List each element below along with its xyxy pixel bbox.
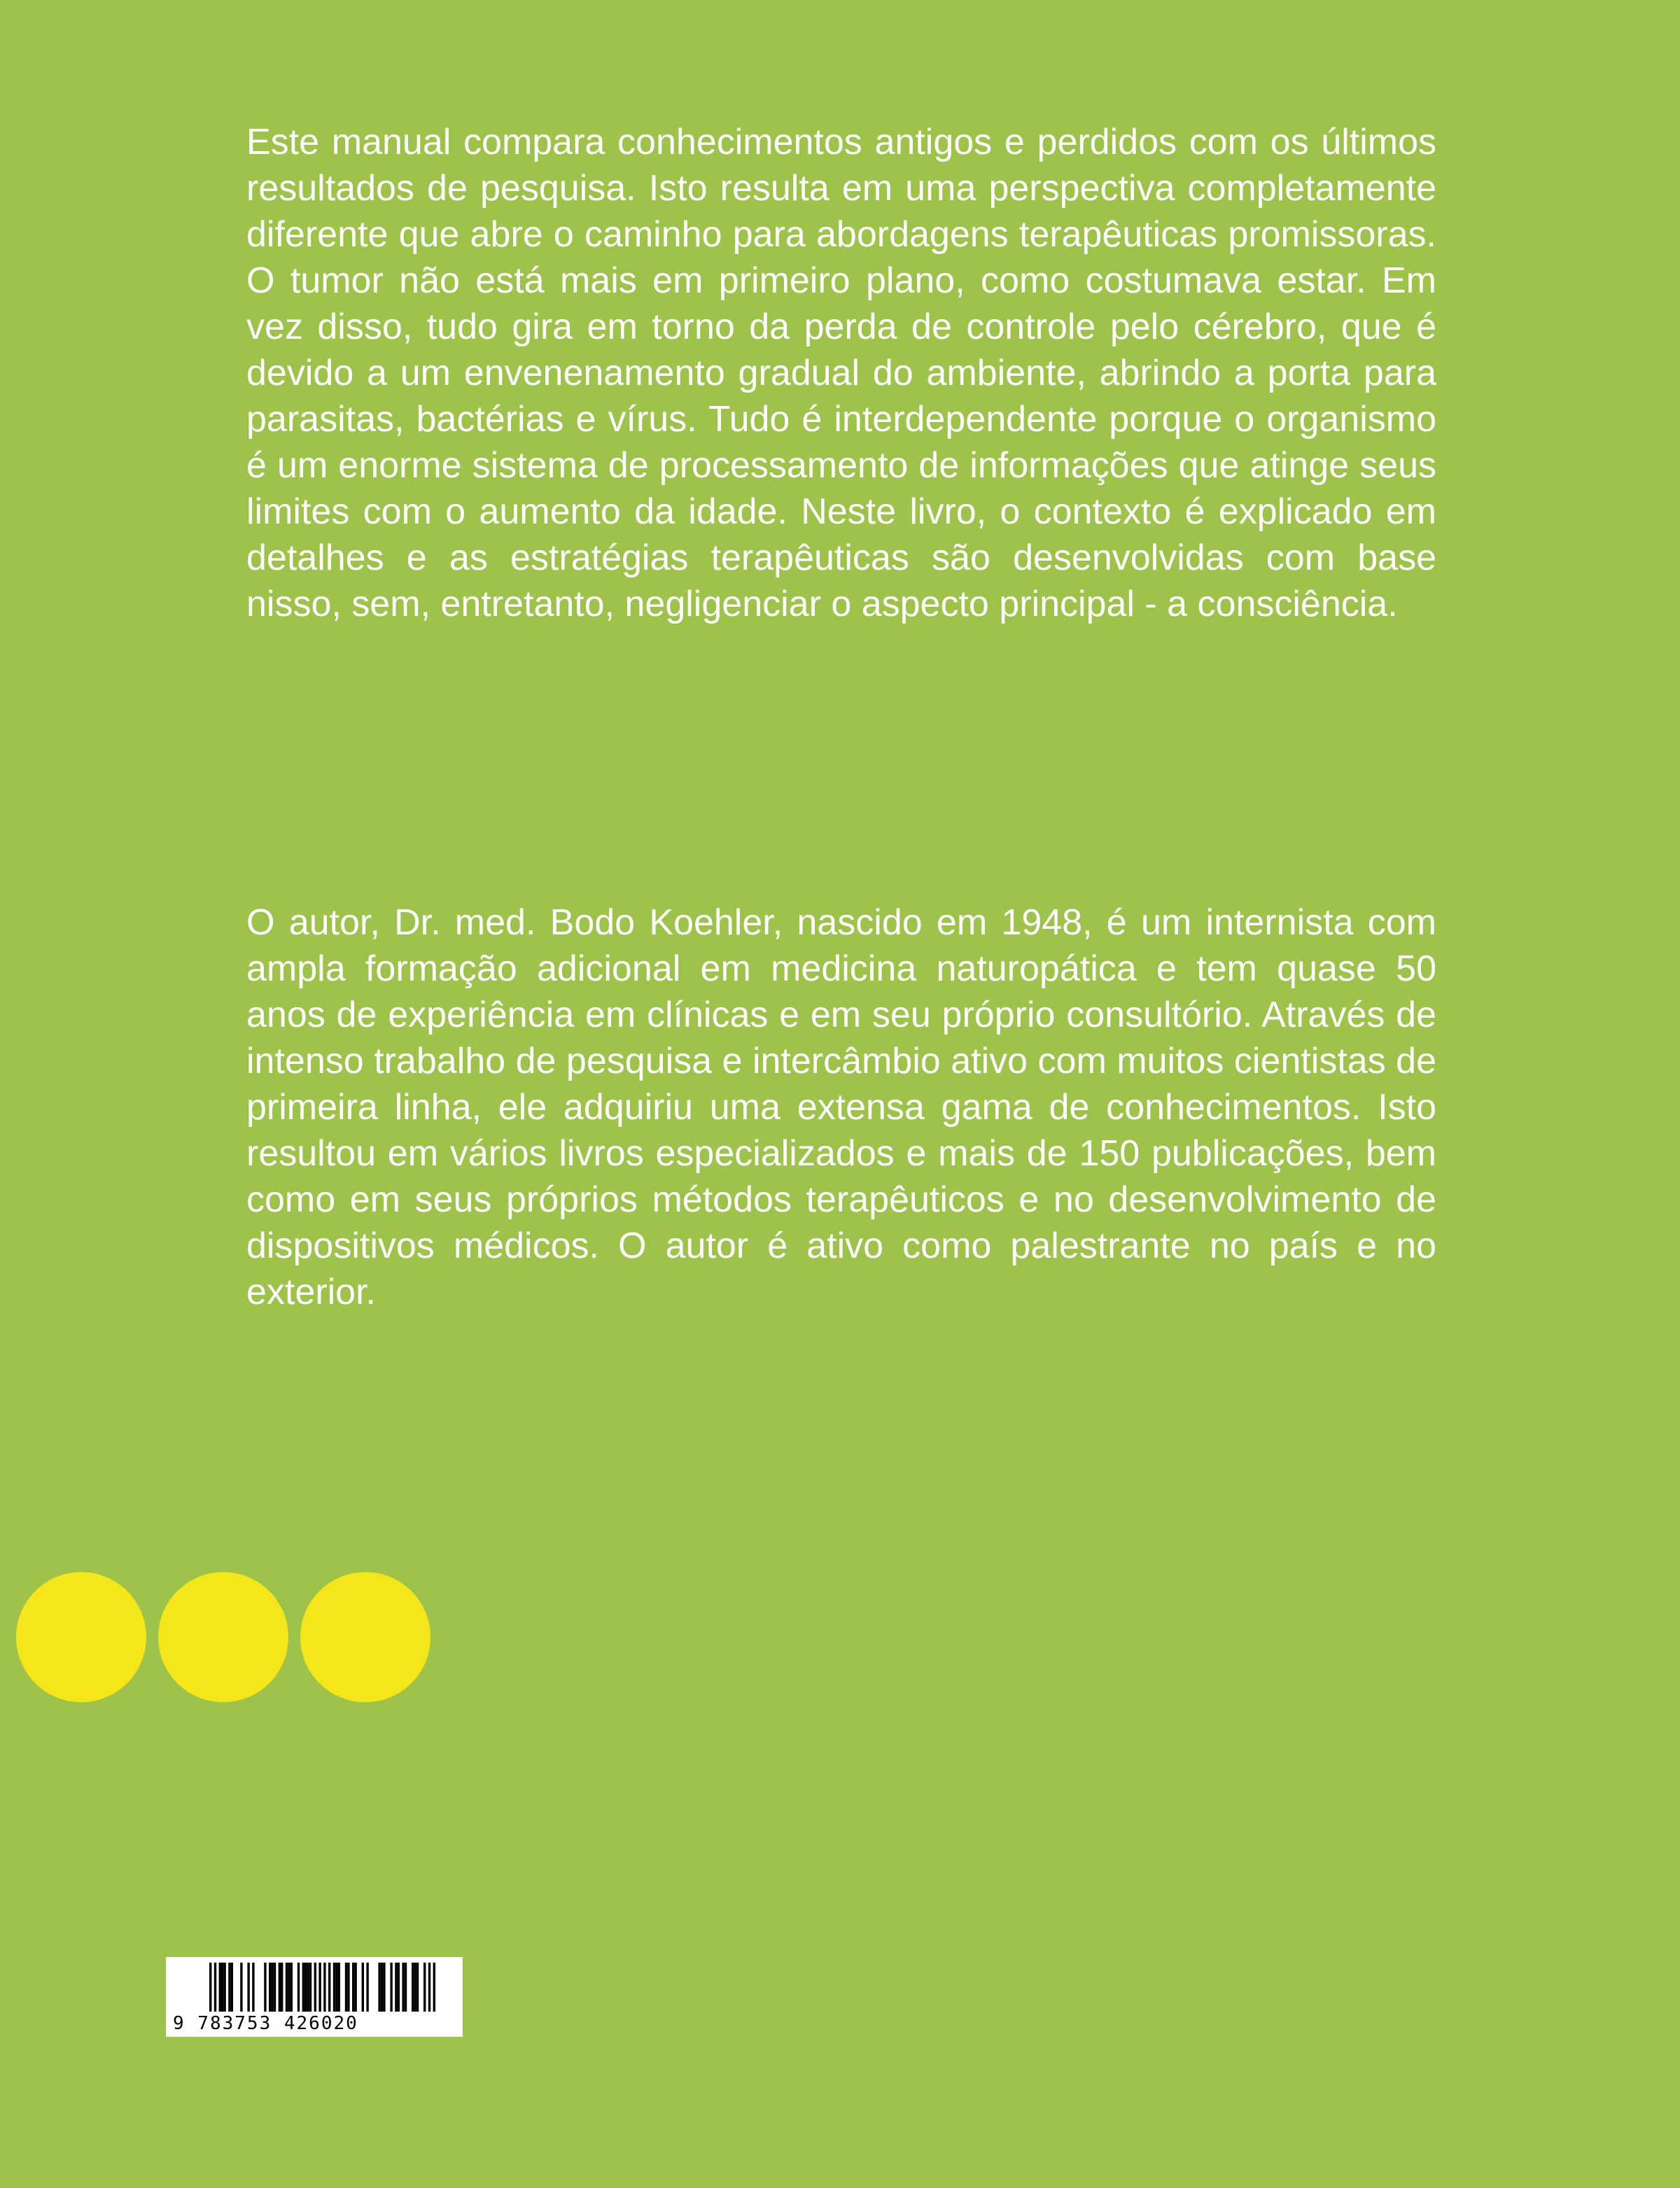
- barcode-bar: [240, 1963, 242, 2012]
- barcode-bar: [221, 1963, 223, 2012]
- barcode-bar: [354, 1963, 356, 2012]
- barcode-bar: [347, 1963, 349, 2012]
- barcode-bar: [338, 1963, 340, 2012]
- barcode-bar: [290, 1963, 293, 2012]
- yellow-dot-1: [16, 1572, 146, 1702]
- barcode-bar: [223, 1963, 225, 2012]
- barcode-digits: 9 783753 426020: [173, 2013, 358, 2034]
- barcode-bar: [390, 1963, 392, 2012]
- barcode-bar: [271, 1963, 273, 2012]
- barcode-bar: [228, 1963, 230, 2012]
- barcode-bar: [209, 1963, 211, 2012]
- barcode-bar: [288, 1963, 290, 2012]
- barcode-bar: [279, 1963, 281, 2012]
- barcode-bar: [416, 1963, 419, 2012]
- barcode-bar: [214, 1963, 216, 2012]
- barcode-bar: [264, 1963, 266, 2012]
- barcode-bar: [398, 1963, 400, 2012]
- barcode-bar: [378, 1963, 380, 2012]
- barcode-bar: [395, 1963, 397, 2012]
- barcode-bar: [307, 1963, 309, 2012]
- barcode-bar: [414, 1963, 416, 2012]
- barcode-bar: [281, 1963, 283, 2012]
- barcode-bar: [247, 1963, 249, 2012]
- barcode-bars: [166, 1957, 463, 2013]
- barcode-bar: [383, 1963, 385, 2012]
- barcode-bar: [318, 1963, 321, 2012]
- barcode-bar: [314, 1963, 316, 2012]
- barcode-bar: [252, 1963, 254, 2012]
- barcode-bar: [428, 1963, 430, 2012]
- barcode-bar: [424, 1963, 426, 2012]
- barcode-bar: [328, 1963, 330, 2012]
- barcode-bar: [323, 1963, 326, 2012]
- blurb-paragraph: Este manual compara conhecimentos antigos e perdidos com os últimos resultados de pesquisa. Isto resulta em uma perspectiva completamente diferente que abre o caminho para abordagens terapêuticas promissoras. O tumor não está mais em primeiro plano, como costumava estar. Em vez disso, tudo gira em torno da perda de controle pelo cérebro, que é devido a um envenenamento gradual do ambiente, abrindo a porta para parasitas, bactérias e vírus. Tudo é interdependente porque o organismo é um enorme sistema de processamento de informações que atinge seus limites com o aumento da idade. Neste livro, o contexto é explicado em detalhes e as estratégias terapêuticas são desenvolvidas com base nisso, sem, entretanto, negligenciar o aspecto principal - a consciência.: [246, 122, 1436, 624]
- barcode-bar: [231, 1963, 233, 2012]
- author-bio-paragraph: O autor, Dr. med. Bodo Koehler, nascido em 1948, é um internista com ampla formação adicional em medicina naturopática e tem quase 50 anos de experiência em clínicas e em seu próprio consultório. Através de intenso trabalho de pesquisa e intercâmbio ativo com muitos cientistas de primeira linha, ele adquiriu uma extensa gama de conhecimentos. Isto resultou em vários livros especializados e mais de 150 publicações, bem como em seus próprios métodos terapêuticos e no desenvolvimento de dispositivos médicos. O autor é ativo como palestrante no país e no exterior.: [246, 902, 1436, 1312]
- barcode-bar: [286, 1963, 288, 2012]
- barcode-bar: [274, 1963, 276, 2012]
- barcode-bar: [304, 1963, 307, 2012]
- yellow-dot-2: [158, 1572, 288, 1702]
- barcode-bar: [366, 1963, 368, 2012]
- barcode-bar: [362, 1963, 364, 2012]
- barcode-bar: [335, 1963, 337, 2012]
- barcode-bar: [333, 1963, 335, 2012]
- barcode-bar: [269, 1963, 271, 2012]
- barcode-bar: [405, 1963, 407, 2012]
- barcode-bar: [402, 1963, 404, 2012]
- yellow-dot-3: [300, 1572, 430, 1702]
- barcode-bar: [302, 1963, 304, 2012]
- barcode-bar: [309, 1963, 312, 2012]
- barcode-bar: [298, 1963, 300, 2012]
- barcode-bar: [412, 1963, 414, 2012]
- barcode-bar: [352, 1963, 354, 2012]
- barcode-bar: [219, 1963, 221, 2012]
- barcode-bar: [433, 1963, 435, 2012]
- barcode-bar: [381, 1963, 383, 2012]
- isbn-barcode: [166, 1957, 463, 2037]
- barcode-bar: [345, 1963, 347, 2012]
